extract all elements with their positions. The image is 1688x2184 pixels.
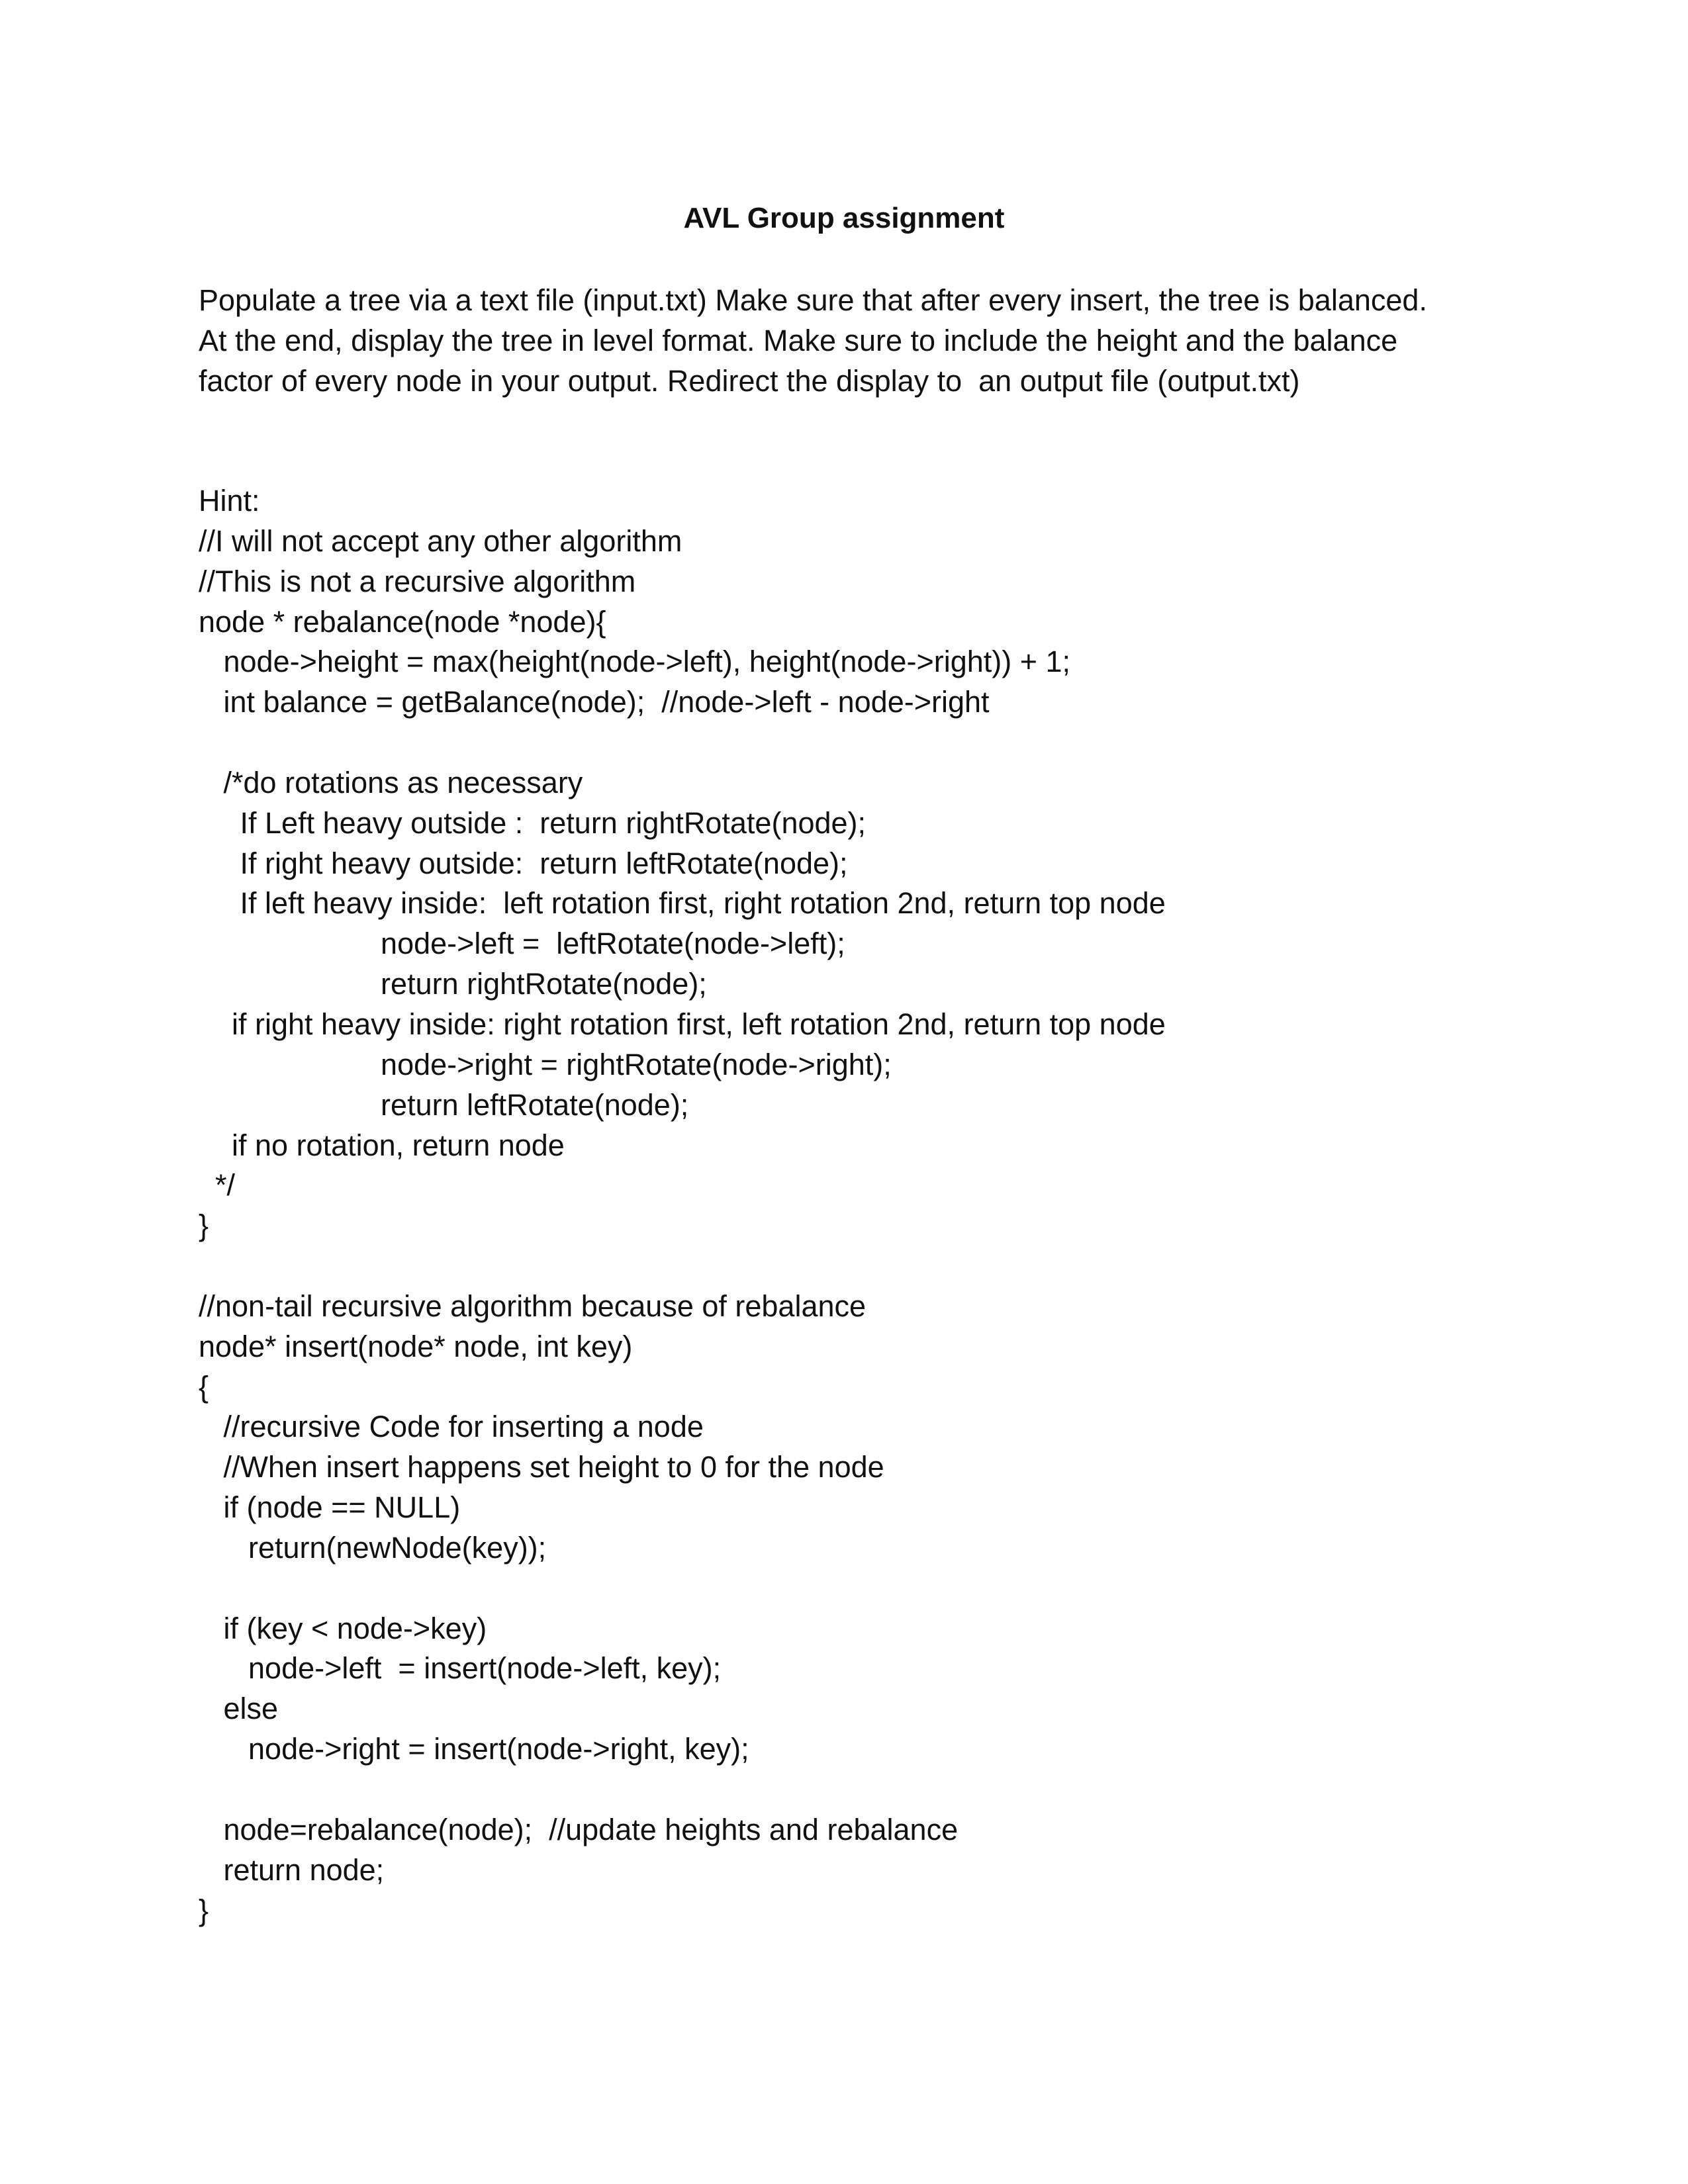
code-line: node->height = max(height(node->left), height(node->right)) + 1; (199, 645, 1071, 679)
code-line: { (199, 1369, 209, 1404)
code-line (199, 1569, 1523, 1609)
code-line: //I will not accept any other algorithm (199, 523, 682, 558)
code-line: int balance = getBalance(node); //node->left - node->right (199, 685, 990, 719)
code-line: node->right = insert(node->right, key); (199, 1732, 749, 1766)
code-line: if (key < node->key) (199, 1611, 487, 1645)
code-line: return(newNode(key)); (199, 1530, 547, 1565)
code-line (199, 1246, 1523, 1287)
code-line: return rightRotate(node); (199, 967, 707, 1001)
intro-line: factor of every node in your output. Redirect the display to an output file (output.txt) (199, 364, 1300, 398)
intro-line: Populate a tree via a text file (input.txt) Make sure that after every insert, the tree is balanced. (199, 283, 1427, 317)
code-line: node->right = rightRotate(node->right); (199, 1047, 892, 1081)
code-line: //When insert happens set height to 0 for the node (199, 1450, 884, 1484)
code-line: If Left heavy outside : return rightRotate(node); (199, 805, 867, 840)
code-line: node* insert(node* node, int key) (199, 1329, 633, 1363)
code-line: Hint: (199, 484, 260, 518)
code-line (199, 723, 1523, 763)
code-line: if right heavy inside: right rotation first, left rotation 2nd, return top node (199, 1007, 1166, 1041)
code-line (199, 1770, 1523, 1810)
code-line: } (199, 1208, 209, 1243)
code-line: if no rotation, return node (199, 1128, 565, 1162)
code-line: //recursive Code for inserting a node (199, 1410, 704, 1444)
code-line: //This is not a recursive algorithm (199, 564, 636, 598)
code-line: } (199, 1893, 209, 1927)
document-title: AVL Group assignment (683, 202, 1005, 234)
code-line: return leftRotate(node); (199, 1087, 689, 1122)
code-line: node * rebalance(node *node){ (199, 604, 606, 639)
code-line: else (199, 1692, 279, 1726)
intro-line: At the end, display the tree in level format. Make sure to include the height and the balance (199, 324, 1398, 357)
code-line: node=rebalance(node); //update heights and rebalance (199, 1812, 959, 1846)
code-line: node->left = insert(node->left, key); (199, 1651, 722, 1686)
code-line: /*do rotations as necessary (199, 765, 583, 799)
intro-paragraph (199, 280, 1523, 401)
code-line: node->left = leftRotate(node->left); (199, 927, 845, 961)
code-line: //non-tail recursive algorithm because of rebalance (199, 1289, 867, 1323)
code-line: If left heavy inside: left rotation first, right rotation 2nd, return top node (199, 886, 1166, 921)
code-line: if (node == NULL) (199, 1490, 461, 1525)
code-line: */ (199, 1168, 236, 1203)
code-line: If right heavy outside: return leftRotate(node); (199, 846, 848, 880)
code-block (199, 481, 1523, 1931)
code-line: return node; (199, 1852, 385, 1887)
